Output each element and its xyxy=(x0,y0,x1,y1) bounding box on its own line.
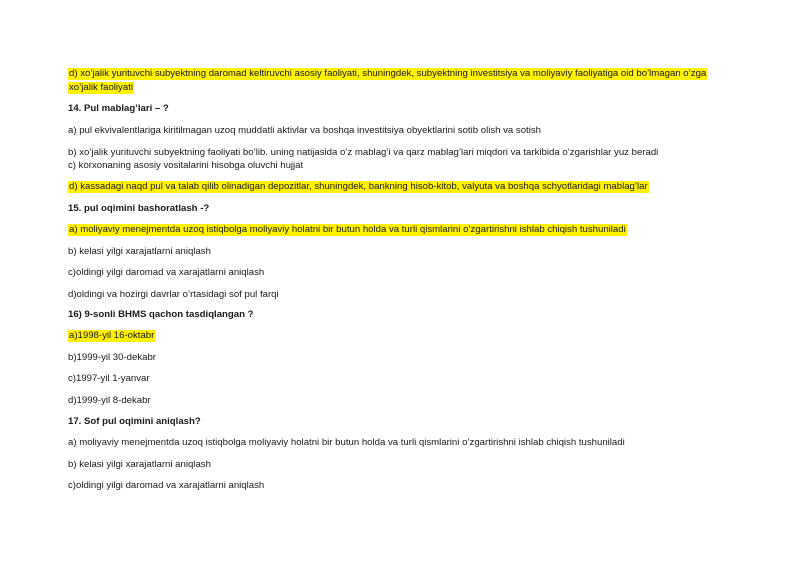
answer-17-b: b) kelasi yilgi xarajatlarni aniqlash xyxy=(68,459,211,470)
answer-14-c: c) korxonaning asosiy vositalarini hisobga oluvchi hujjat xyxy=(68,160,304,171)
answer-15-b: b) kelasi yilgi xarajatlarni aniqlash xyxy=(68,246,211,257)
answer-14-d: d) kassadagi naqd pul va talab qilib olinadigan depozitlar, shuningdek, bankning hisob-kitob, valyuta va boshqa schyotlaridagi mablag’lar xyxy=(69,181,648,192)
answer-17-a: a) moliyaviy menejmentda uzoq istiqbolga moliyaviy holatni bir butun holda va turli qismlarini o’zgartirishni ishlab chiqish tushuniladi xyxy=(68,437,625,448)
answer-16-d: d)1999-yil 8-dekabr xyxy=(68,395,151,406)
answer-16-b: b)1999-yil 30-dekabr xyxy=(68,352,156,363)
answer-15-a: a) moliyaviy menejmentda uzoq istiqbolga moliyaviy holatni bir butun holda va turli qismlarini o’zgartirishni ishlab chiqish tushuniladi xyxy=(69,224,626,235)
question-16: 16) 9-sonli BHMS qachon tasdiqlangan ? xyxy=(68,309,254,320)
answer-16-a: a)1998-yil 16-oktabr xyxy=(69,330,155,341)
question-17: 17. Sof pul oqimini aniqlash? xyxy=(68,416,201,427)
answer-13-d-line-1: d) xo’jalik yurituvchi subyektning daromad keltiruvchi asosiy faoliyati, shuningdek, subyektning investitsiya va moliyaviy faoliyatiga oid bo’lmagan o’zga xyxy=(69,68,707,79)
answer-15-d: d)oldingi va hozirgi davrlar o’rtasidagi sof pul farqi xyxy=(68,289,279,300)
answer-14-b: b) xo’jalik yurituvchi subyektning faoliyati bo’lib. uning natijasida o’z mablag’i va qarz mablag’lari miqdori va tarkibida o’zgarishlar yuz beradi xyxy=(68,147,659,158)
question-15: 15. pul oqimini bashoratlash -? xyxy=(68,203,210,214)
question-14: 14. Pul mablag’lari – ? xyxy=(68,103,169,114)
answer-13-d-line-2: xo’jalik faoliyati xyxy=(69,82,133,93)
answer-16-c: c)1997-yil 1-yanvar xyxy=(68,373,150,384)
answer-15-c: c)oldingi yilgi daromad va xarajatlarni aniqlash xyxy=(68,267,265,278)
answer-17-c: c)oldingi yilgi daromad va xarajatlarni aniqlash xyxy=(68,480,265,491)
answer-14-a: a) pul ekvivalentlariga kiritilmagan uzoq muddatli aktivlar va boshqa investitsiya obyektlarini sotib olish va sotish xyxy=(68,125,541,136)
